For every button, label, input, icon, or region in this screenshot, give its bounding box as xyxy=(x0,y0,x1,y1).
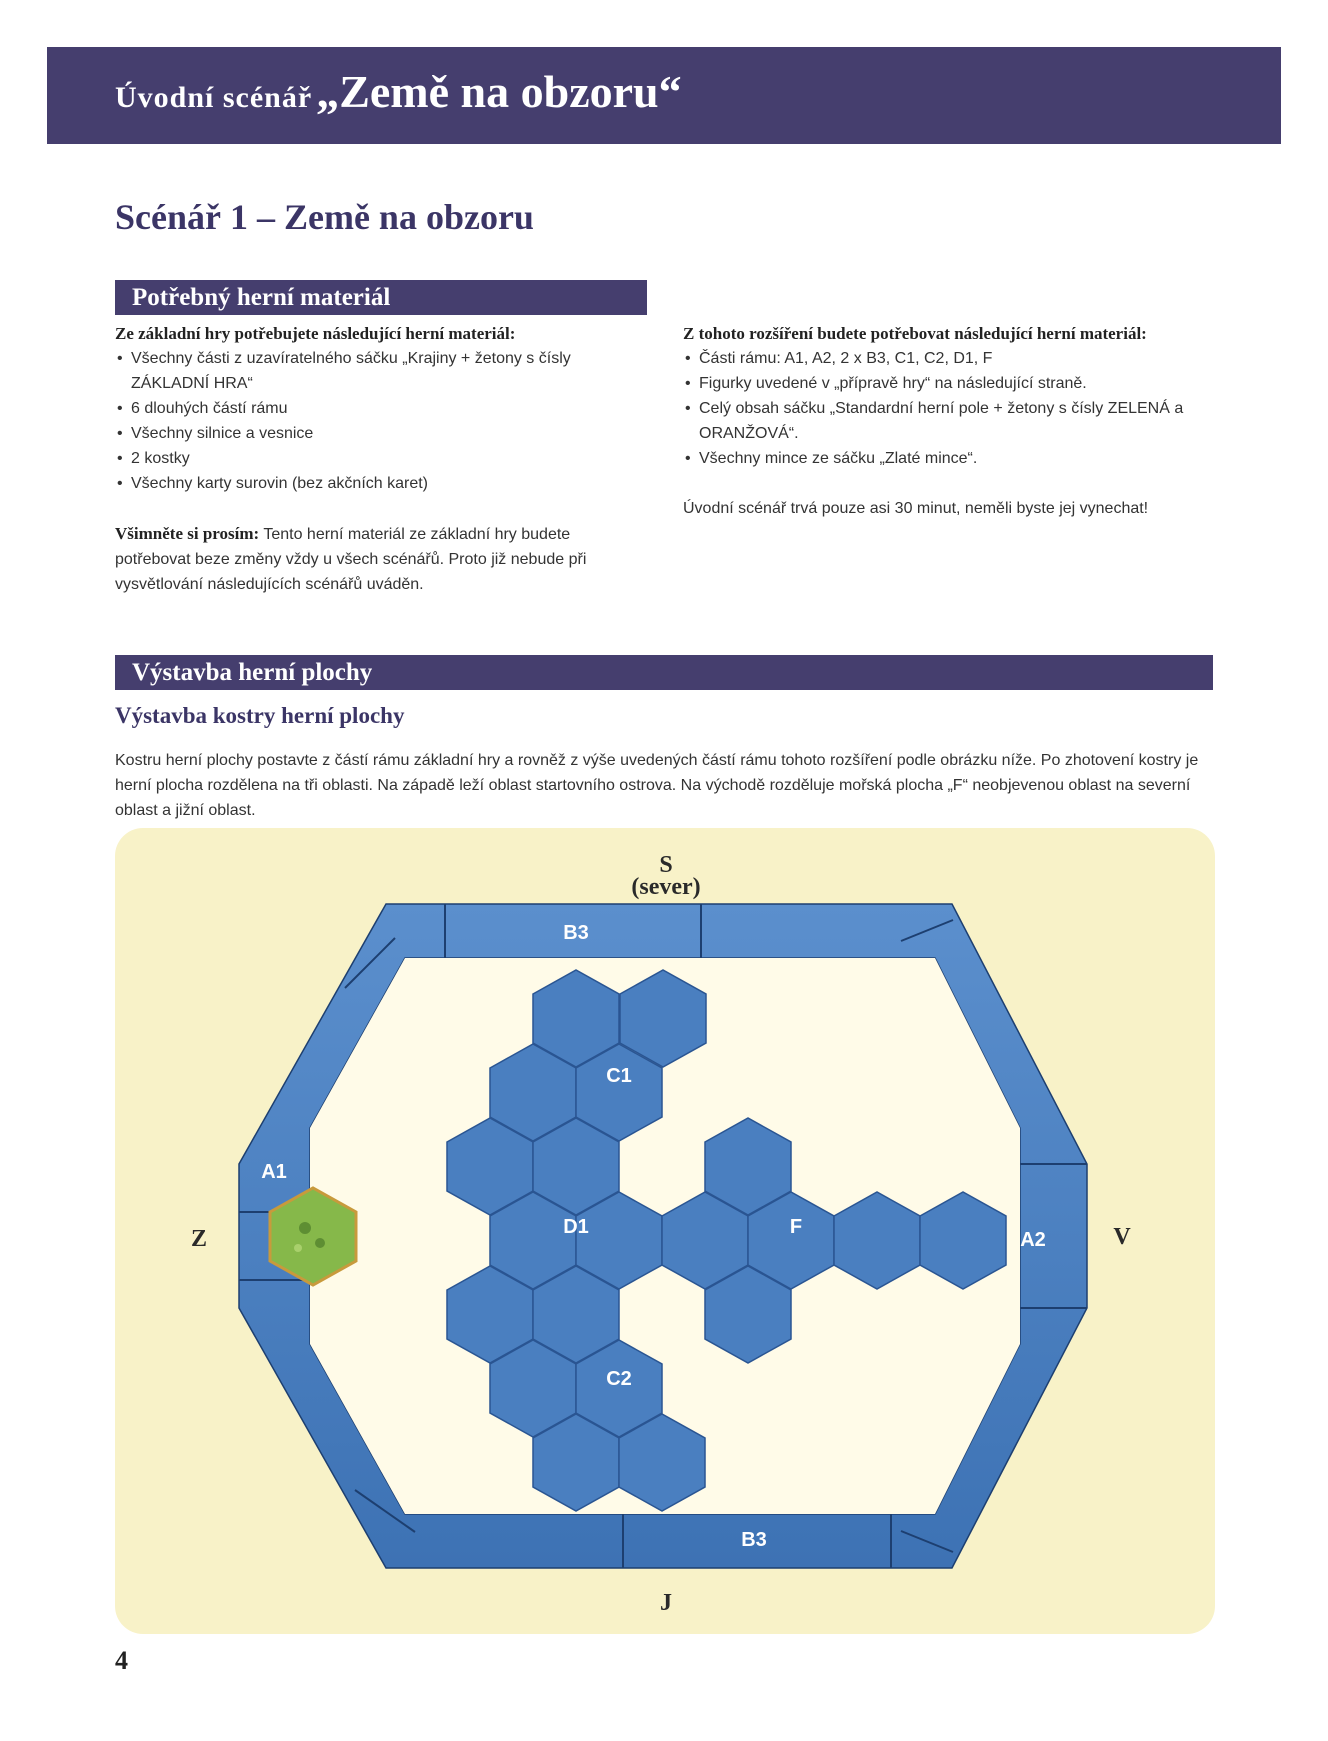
compass-north-word: (sever) xyxy=(631,874,701,900)
island-tree xyxy=(299,1222,311,1234)
list-item: • Celý obsah sáčku „Standardní herní pole + žetony s čísly ZELENÁ a ORANŽOVÁ“. xyxy=(683,396,1193,446)
build-subheading: Výstavba kostry herní plochy xyxy=(115,703,405,728)
list-item: • Všechny mince ze sáčku „Zlaté mince“. xyxy=(683,446,1193,471)
board-svg xyxy=(115,828,1215,1634)
build-section-bar xyxy=(115,655,1213,690)
note-text: Tento herní materiál ze základní hry budete potřebovat beze změny vždy u všech scénářů. Proto již nebude při vysvětlování následujících scénářů uváděn. xyxy=(115,526,587,593)
page-title: Scénář 1 – Země na obzoru xyxy=(115,197,534,237)
material-left-note xyxy=(115,521,625,597)
banner-title xyxy=(115,65,682,118)
compass-north: S xyxy=(659,852,673,878)
label-f: F xyxy=(789,1216,803,1238)
note-label: Všimněte si prosím: xyxy=(115,524,260,543)
material-section-title: Potřebný herní materiál xyxy=(132,284,391,311)
material-left-lead: Ze základní hry potřebujete následující herní materiál: xyxy=(115,324,516,343)
banner-prefix: Úvodní scénář xyxy=(115,81,313,114)
list-item: • Části rámu: A1, A2, 2 x B3, C1, C2, D1, F xyxy=(683,346,1193,371)
compass-south: J xyxy=(660,1590,672,1616)
label-c2: C2 xyxy=(606,1368,632,1390)
compass-west: Z xyxy=(190,1226,208,1252)
material-right-note: Úvodní scénář trvá pouze asi 30 minut, neměli byste jej vynechat! xyxy=(683,500,1149,517)
list-item: • Figurky uvedené v „přípravě hry“ na následující straně. xyxy=(683,371,1193,396)
board-diagram xyxy=(115,828,1215,1634)
list-item: • Všechny silnice a vesnice xyxy=(115,421,625,446)
list-item: • 6 dlouhých částí rámu xyxy=(115,396,625,421)
page-number: 4 xyxy=(115,1646,128,1675)
header-banner xyxy=(47,47,1281,144)
island-tree xyxy=(315,1238,325,1248)
material-section-bar xyxy=(115,280,647,315)
label-c1: C1 xyxy=(606,1065,632,1087)
label-b3-top: B3 xyxy=(563,922,589,944)
material-right-list xyxy=(683,346,1193,471)
banner-main-title: „Země na obzoru“ xyxy=(316,66,682,117)
build-intro-text: Kostru herní plochy postavte z částí rámu základní hry a rovněž z výše uvedených částí rámu tohoto rozšíření podle obrázku níže. Po zhotovení kostry je herní plocha rozdělena na tři oblasti. Na západě leží oblast startovního ostrova. Na východě rozděluje mořská plocha „F“ neobjevenou oblast na severní oblast a jižní oblast. xyxy=(115,752,1199,819)
compass-east: V xyxy=(1113,1224,1131,1250)
label-d1: D1 xyxy=(563,1216,589,1238)
material-right-column xyxy=(683,321,1193,521)
label-a1: A1 xyxy=(261,1161,287,1183)
material-right-lead: Z tohoto rozšíření budete potřebovat následující herní materiál: xyxy=(683,324,1147,343)
material-left-list xyxy=(115,346,625,496)
material-left-column xyxy=(115,321,625,597)
build-section-title: Výstavba herní plochy xyxy=(132,659,373,686)
label-a2: A2 xyxy=(1020,1229,1046,1251)
list-item: • Všechny části z uzavíratelného sáčku „Krajiny + žetony s čísly ZÁKLADNÍ HRA“ xyxy=(115,346,625,396)
label-b3-bottom: B3 xyxy=(741,1529,767,1551)
list-item: • 2 kostky xyxy=(115,446,625,471)
island-field xyxy=(294,1244,302,1252)
list-item: • Všechny karty surovin (bez akčních karet) xyxy=(115,471,625,496)
